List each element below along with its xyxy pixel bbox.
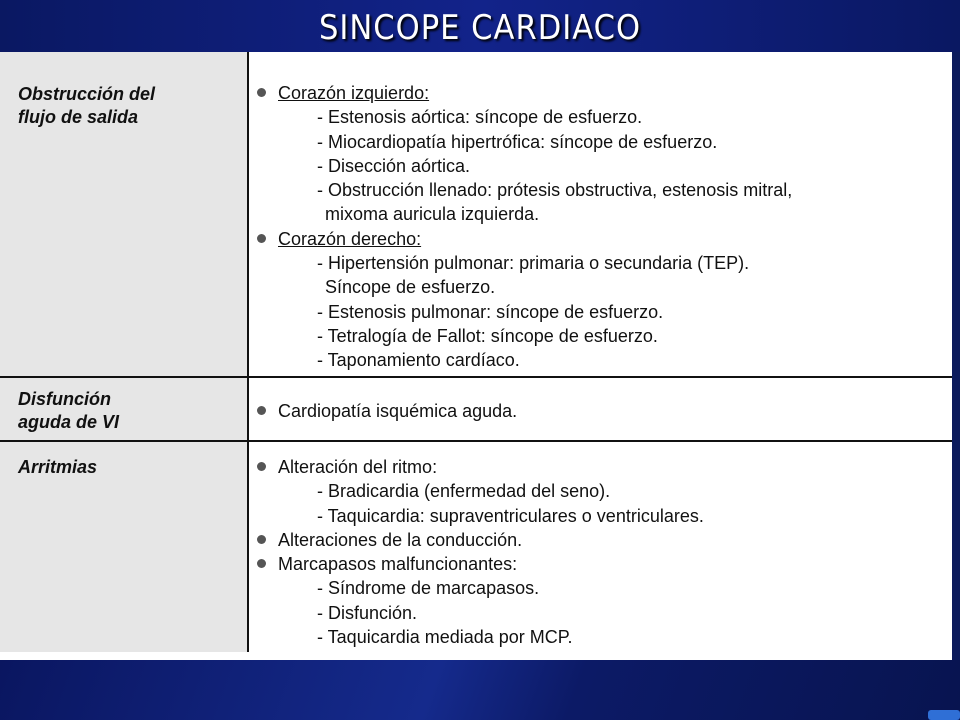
- list-item: [257, 81, 947, 105]
- list-item: mixoma auricula izquierda.: [325, 204, 540, 225]
- bullet-icon: [257, 462, 266, 471]
- syncope-table: [0, 52, 952, 660]
- list-item: - Miocardiopatía hipertrófica: síncope de esfuerzo.: [317, 131, 718, 152]
- list-item: - Estenosis pulmonar: síncope de esfuerzo.: [317, 301, 664, 322]
- bullet-icon: [257, 559, 266, 568]
- list-item: - Taponamiento cardíaco.: [317, 350, 520, 371]
- category-line: Arritmias: [18, 457, 98, 477]
- list-item: - Taquicardia mediada por MCP.: [317, 627, 573, 648]
- row-divider: [0, 376, 952, 378]
- list-item: - Estenosis aórtica: síncope de esfuerzo.: [317, 107, 643, 128]
- corner-tab-icon: [928, 710, 960, 720]
- bullet-icon: [257, 535, 266, 544]
- list-item: - Tetralogía de Fallot: síncope de esfuerzo.: [317, 325, 658, 346]
- category-column: [0, 52, 248, 652]
- list-item: - Obstrucción llenado: prótesis obstructiva, estenosis mitral,: [317, 180, 793, 201]
- column-divider: [247, 52, 249, 652]
- category-line: Disfunción: [18, 389, 111, 409]
- category-line: Obstrucción del: [18, 84, 156, 104]
- category-line: aguda de VI: [18, 412, 120, 432]
- category-line: flujo de salida: [18, 107, 139, 127]
- bullet-icon: [257, 406, 266, 415]
- description-cell: [257, 81, 947, 373]
- item-text: Corazón derecho:: [278, 228, 422, 249]
- slide-title: SINCOPE CARDIACO: [318, 8, 642, 48]
- list-item: - Síndrome de marcapasos.: [317, 578, 540, 599]
- row-divider: [0, 440, 952, 442]
- footer-band: [0, 660, 960, 720]
- description-cell: [257, 455, 947, 649]
- list-item: - Taquicardia: supraventriculares o ventriculares.: [317, 505, 704, 526]
- category-label: [18, 83, 238, 129]
- list-item: - Hipertensión pulmonar: primaria o secundaria (TEP).: [317, 253, 750, 274]
- category-label: [18, 456, 238, 479]
- item-text: Cardiopatía isquémica aguda.: [278, 401, 518, 421]
- bullet-icon: [257, 234, 266, 243]
- list-item: Síncope de esfuerzo.: [325, 277, 496, 298]
- list-item: - Disección aórtica.: [317, 155, 471, 176]
- list-item: [257, 528, 947, 552]
- list-item: - Disfunción.: [317, 602, 418, 623]
- list-item: [257, 399, 947, 423]
- description-cell: [257, 399, 947, 423]
- list-item: [257, 552, 947, 576]
- item-text: Alteraciones de la conducción.: [278, 529, 523, 550]
- list-item: [257, 455, 947, 479]
- list-item: - Bradicardia (enfermedad del seno).: [317, 481, 611, 502]
- bullet-icon: [257, 88, 266, 97]
- category-label: [18, 388, 238, 434]
- list-item: [257, 227, 947, 251]
- item-text: Alteración del ritmo:: [278, 457, 438, 477]
- item-text: Marcapasos malfuncionantes:: [278, 554, 518, 575]
- item-text: Corazón izquierdo:: [278, 83, 430, 103]
